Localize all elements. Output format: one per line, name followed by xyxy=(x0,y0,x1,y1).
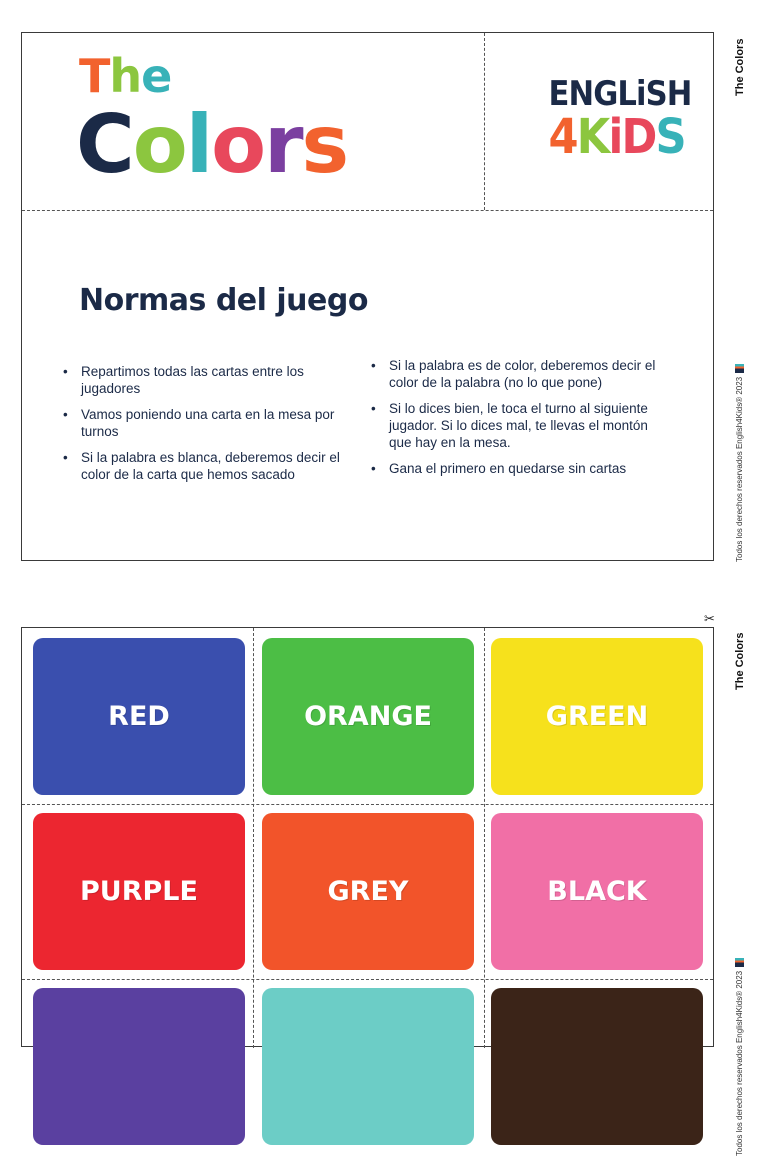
cut-line-vertical xyxy=(484,628,485,1048)
card-label: GREEN xyxy=(545,701,649,732)
logo-letter: 4 xyxy=(548,109,577,165)
logo-4kids-text xyxy=(548,109,685,165)
copyright-text: Todos los derechos reservados English4Kids® 2023 xyxy=(735,376,744,562)
rule-item: • Si la palabra es de color, deberemos decir el color de la palabra (no lo que pone) xyxy=(371,357,661,391)
copyright-text: Todos los derechos reservados English4Kids® 2023 xyxy=(735,970,744,1156)
title-letter: r xyxy=(264,98,302,191)
logo-letter: S xyxy=(655,109,685,165)
color-card[interactable] xyxy=(491,638,703,795)
rules-heading: Normas del juego xyxy=(79,283,368,318)
logo-letter: D xyxy=(621,109,656,165)
side-title-bottom: The Colors xyxy=(734,632,746,690)
title-letter: h xyxy=(109,49,142,103)
rules-sheet xyxy=(21,32,714,561)
color-card[interactable] xyxy=(33,988,245,1145)
side-copyright-top xyxy=(735,364,744,562)
cut-line-horizontal xyxy=(22,979,713,980)
color-card[interactable] xyxy=(491,988,703,1145)
title-letter: l xyxy=(185,98,212,191)
rule-item: • Vamos poniendo una carta en la mesa por turnos xyxy=(63,406,353,440)
cut-line-vertical xyxy=(253,628,254,1048)
title-colors xyxy=(76,98,348,191)
mini-logo-icon xyxy=(735,958,744,967)
color-card[interactable] xyxy=(262,988,474,1145)
color-card[interactable] xyxy=(33,813,245,970)
color-card[interactable] xyxy=(262,638,474,795)
title-letter: T xyxy=(79,49,110,103)
title-letter: o xyxy=(211,98,265,191)
title-letter: C xyxy=(76,98,133,191)
cards-sheet xyxy=(21,627,714,1047)
card-label: GREY xyxy=(327,876,409,907)
color-card[interactable] xyxy=(33,638,245,795)
rule-item: • Si lo dices bien, le toca el turno al siguiente jugador. Si lo dices mal, te llevas el montón que hay en la mesa. xyxy=(371,400,661,451)
title-the xyxy=(79,49,172,103)
rule-item: • Repartimos todas las cartas entre los jugadores xyxy=(63,363,353,397)
card-label: ORANGE xyxy=(304,701,432,732)
title-letter: o xyxy=(132,98,186,191)
rule-item: • Si la palabra es blanca, deberemos decir el color de la carta que hemos sacado xyxy=(63,449,353,483)
card-label: RED xyxy=(108,701,170,732)
english4kids-logo xyxy=(542,74,692,165)
card-label: BLACK xyxy=(547,876,647,907)
side-copyright-bottom xyxy=(735,958,744,1156)
color-card[interactable] xyxy=(491,813,703,970)
card-label: PURPLE xyxy=(80,876,198,907)
title-letter: e xyxy=(141,49,172,103)
rules-list-left xyxy=(63,363,353,492)
side-title-top: The Colors xyxy=(734,38,746,96)
mini-logo-icon xyxy=(735,364,744,373)
cut-line-vertical xyxy=(484,33,485,210)
logo-letter: K xyxy=(576,109,609,165)
scissors-icon: ✂ xyxy=(704,612,715,627)
cut-line-horizontal xyxy=(22,804,713,805)
color-card[interactable] xyxy=(262,813,474,970)
cut-line-horizontal xyxy=(22,210,713,211)
title-letter: s xyxy=(301,98,348,191)
rules-list-right xyxy=(371,357,661,486)
rule-item: • Gana el primero en quedarse sin cartas xyxy=(371,460,661,477)
logo-letter: i xyxy=(608,109,622,165)
logo-english-text: ENGLiSH xyxy=(548,74,692,114)
